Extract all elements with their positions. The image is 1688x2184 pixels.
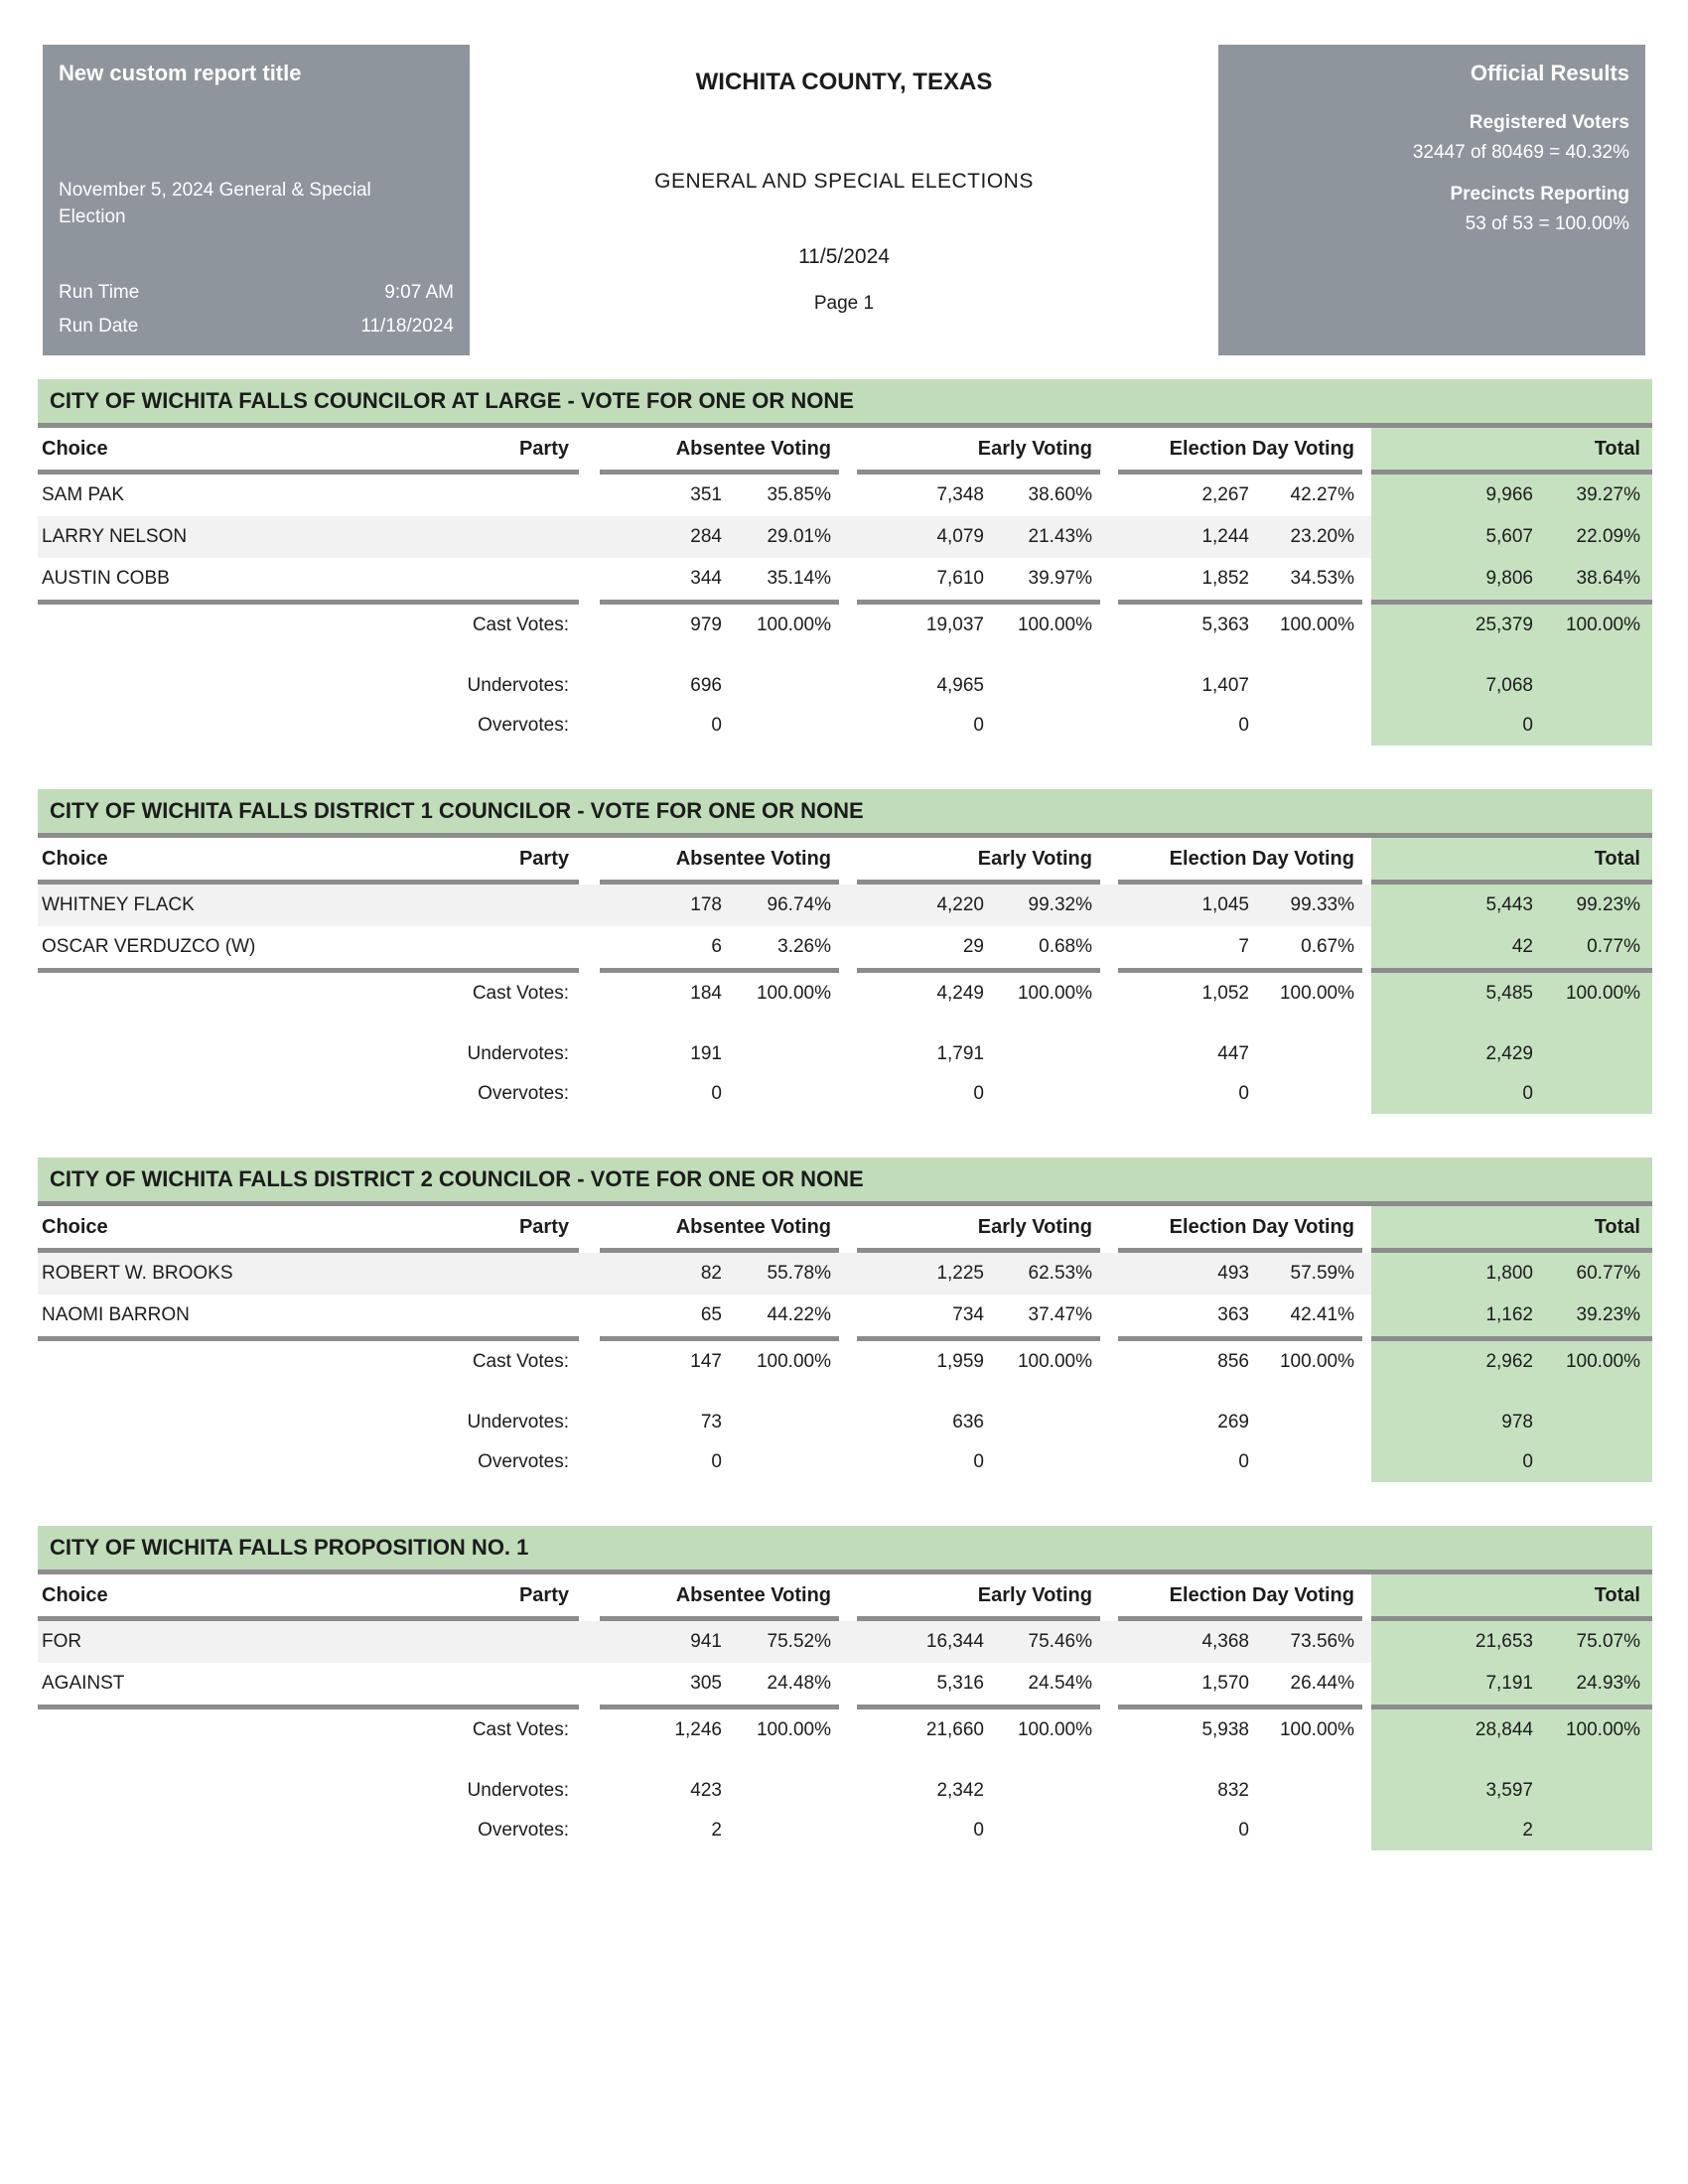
election-day-votes: 269	[1217, 1412, 1249, 1433]
election-day-votes: 7	[1238, 936, 1249, 957]
choice-name: AUSTIN COBB	[42, 568, 170, 589]
election-day-pct: 100.00%	[1279, 1351, 1354, 1372]
col-header-total: Total	[1594, 437, 1640, 460]
run-info	[59, 282, 454, 338]
contest-section-district-1	[38, 789, 1652, 1114]
undervotes-row	[38, 666, 1652, 706]
early-votes: 21,660	[925, 1719, 984, 1740]
early-votes: 5,316	[936, 1673, 984, 1694]
total-pct: 99.23%	[1576, 894, 1640, 915]
col-header-early: Early Voting	[977, 437, 1092, 460]
election-day-votes: 1,244	[1201, 526, 1249, 547]
election-day-pct: 100.00%	[1279, 1719, 1354, 1740]
cast-votes-label: Cast Votes:	[472, 614, 569, 635]
total-pct: 100.00%	[1565, 1351, 1640, 1372]
early-votes: 0	[973, 1451, 984, 1472]
absentee-pct: 24.48%	[767, 1673, 831, 1694]
candidate-row	[38, 1295, 1652, 1336]
absentee-votes: 6	[711, 936, 722, 957]
total-pct: 100.00%	[1565, 983, 1640, 1004]
election-day-votes: 856	[1217, 1351, 1249, 1372]
col-header-choice: Choice	[42, 1215, 108, 1238]
overvotes-row	[38, 1811, 1652, 1850]
early-votes: 4,249	[936, 983, 984, 1004]
cast-votes-row	[38, 1709, 1652, 1751]
early-pct: 38.60%	[1028, 484, 1092, 505]
early-votes: 19,037	[925, 614, 984, 635]
election-day-votes: 5,363	[1201, 614, 1249, 635]
absentee-votes: 305	[690, 1673, 722, 1694]
absentee-pct: 35.14%	[767, 568, 831, 589]
contest-title: CITY OF WICHITA FALLS COUNCILOR AT LARGE - VOTE FOR ONE OR NONE	[50, 388, 854, 413]
overvotes-row	[38, 1442, 1652, 1482]
election-day-votes: 2,267	[1201, 484, 1249, 505]
total-votes: 25,379	[1475, 614, 1533, 635]
absentee-pct: 55.78%	[767, 1263, 831, 1284]
contest-title: CITY OF WICHITA FALLS DISTRICT 2 COUNCILOR - VOTE FOR ONE OR NONE	[50, 1166, 864, 1191]
total-votes: 5,443	[1485, 894, 1533, 915]
results-table	[38, 1206, 1652, 1482]
total-votes: 2,962	[1485, 1351, 1533, 1372]
candidate-row	[38, 1253, 1652, 1295]
report-info-box	[43, 45, 470, 355]
early-votes: 0	[973, 715, 984, 736]
election-day-votes: 4,368	[1201, 1631, 1249, 1652]
election-day-pct: 26.44%	[1290, 1673, 1354, 1694]
total-votes: 9,806	[1485, 568, 1533, 589]
absentee-pct: 35.85%	[767, 484, 831, 505]
overvotes-label: Overvotes:	[478, 1451, 569, 1472]
election-day-pct: 42.27%	[1290, 484, 1354, 505]
contest-section-district-2	[38, 1158, 1652, 1482]
early-votes: 7,348	[936, 484, 984, 505]
col-header-choice: Choice	[42, 1583, 108, 1606]
col-header-party: Party	[518, 1583, 569, 1606]
early-votes: 636	[952, 1412, 984, 1433]
col-header-early: Early Voting	[977, 1583, 1092, 1606]
absentee-pct: 100.00%	[756, 1719, 831, 1740]
spacer	[38, 1015, 1652, 1034]
undervotes-row	[38, 1034, 1652, 1074]
contest-section-councilor-at-large	[38, 379, 1652, 746]
election-day-votes: 0	[1238, 715, 1249, 736]
col-header-absentee: Absentee Voting	[675, 1215, 831, 1238]
cast-votes-row	[38, 1341, 1652, 1383]
report-header	[0, 45, 1688, 355]
undervotes-label: Undervotes:	[467, 1412, 569, 1433]
election-day-pct: 42.41%	[1290, 1304, 1354, 1325]
contest-title: CITY OF WICHITA FALLS PROPOSITION NO. 1	[50, 1535, 529, 1560]
overvotes-label: Overvotes:	[478, 1083, 569, 1104]
absentee-votes: 147	[690, 1351, 722, 1372]
total-votes: 7,191	[1485, 1673, 1533, 1694]
early-votes: 29	[962, 936, 984, 957]
total-votes: 5,485	[1485, 983, 1533, 1004]
registered-voters-label: Registered Voters	[1469, 112, 1629, 133]
col-header-election-day: Election Day Voting	[1169, 1215, 1354, 1238]
early-votes: 4,965	[936, 675, 984, 696]
col-header-choice: Choice	[42, 437, 108, 460]
col-header-absentee: Absentee Voting	[675, 1583, 831, 1606]
early-pct: 0.68%	[1039, 936, 1092, 957]
absentee-pct: 44.22%	[767, 1304, 831, 1325]
absentee-pct: 3.26%	[777, 936, 831, 957]
total-votes: 2,429	[1485, 1043, 1533, 1064]
absentee-votes: 941	[690, 1631, 722, 1652]
total-votes: 0	[1522, 1451, 1533, 1472]
absentee-votes: 178	[690, 894, 722, 915]
overvotes-label: Overvotes:	[478, 1820, 569, 1841]
absentee-votes: 73	[700, 1412, 722, 1433]
election-day-votes: 1,052	[1201, 983, 1249, 1004]
precincts-reporting-label: Precincts Reporting	[1450, 184, 1629, 205]
cast-votes-label: Cast Votes:	[472, 1719, 569, 1740]
spacer	[38, 646, 1652, 666]
choice-name: SAM PAK	[42, 484, 125, 505]
total-pct: 24.93%	[1576, 1673, 1640, 1694]
early-pct: 100.00%	[1017, 1719, 1092, 1740]
early-votes: 1,959	[936, 1351, 984, 1372]
absentee-votes: 82	[700, 1263, 722, 1284]
election-day-pct: 34.53%	[1290, 568, 1354, 589]
absentee-votes: 423	[690, 1780, 722, 1801]
total-votes: 5,607	[1485, 526, 1533, 547]
absentee-votes: 979	[690, 614, 722, 635]
col-header-election-day: Election Day Voting	[1169, 1583, 1354, 1606]
early-votes: 4,079	[936, 526, 984, 547]
candidate-row	[38, 516, 1652, 558]
absentee-votes: 0	[711, 715, 722, 736]
early-votes: 734	[952, 1304, 984, 1325]
choice-name: WHITNEY FLACK	[42, 894, 195, 915]
early-pct: 21.43%	[1028, 526, 1092, 547]
absentee-votes: 0	[711, 1451, 722, 1472]
candidate-row	[38, 885, 1652, 926]
early-pct: 100.00%	[1017, 983, 1092, 1004]
election-type: GENERAL AND SPECIAL ELECTIONS	[654, 170, 1034, 193]
election-day-votes: 1,570	[1201, 1673, 1249, 1694]
official-results-box	[1218, 45, 1645, 355]
absentee-votes: 344	[690, 568, 722, 589]
col-header-total: Total	[1594, 847, 1640, 870]
early-pct: 39.97%	[1028, 568, 1092, 589]
early-votes: 2,342	[936, 1780, 984, 1801]
election-day-votes: 493	[1217, 1263, 1249, 1284]
undervotes-row	[38, 1771, 1652, 1811]
choice-name: ROBERT W. BROOKS	[42, 1263, 233, 1284]
total-pct: 100.00%	[1565, 614, 1640, 635]
election-day-votes: 1,045	[1201, 894, 1249, 915]
overvotes-row	[38, 1074, 1652, 1114]
absentee-pct: 100.00%	[756, 614, 831, 635]
election-day-pct: 100.00%	[1279, 614, 1354, 635]
choice-row	[38, 1621, 1652, 1663]
contest-section-proposition-1	[38, 1526, 1652, 1850]
cast-votes-label: Cast Votes:	[472, 983, 569, 1004]
official-results-title: Official Results	[1470, 61, 1629, 85]
absentee-votes: 184	[690, 983, 722, 1004]
absentee-pct: 96.74%	[767, 894, 831, 915]
total-votes: 42	[1511, 936, 1533, 957]
total-votes: 3,597	[1485, 1780, 1533, 1801]
total-votes: 0	[1522, 715, 1533, 736]
early-votes: 0	[973, 1820, 984, 1841]
table-header-row	[38, 428, 1652, 470]
col-header-total: Total	[1594, 1215, 1640, 1238]
candidate-row	[38, 926, 1652, 968]
precincts-reporting-value: 53 of 53 = 100.00%	[1465, 213, 1629, 234]
col-header-early: Early Voting	[977, 1215, 1092, 1238]
table-header-row	[38, 1206, 1652, 1248]
total-votes: 1,800	[1485, 1263, 1533, 1284]
col-header-party: Party	[518, 847, 569, 870]
spacer	[38, 1751, 1652, 1771]
cast-votes-label: Cast Votes:	[472, 1351, 569, 1372]
cast-votes-row	[38, 605, 1652, 646]
results-table	[38, 838, 1652, 1114]
early-pct: 62.53%	[1028, 1263, 1092, 1284]
contest-title-banner	[38, 379, 1652, 423]
overvotes-row	[38, 706, 1652, 746]
total-pct: 75.07%	[1576, 1631, 1640, 1652]
early-votes: 7,610	[936, 568, 984, 589]
absentee-votes: 284	[690, 526, 722, 547]
total-pct: 60.77%	[1576, 1263, 1640, 1284]
early-votes: 4,220	[936, 894, 984, 915]
total-votes: 7,068	[1485, 675, 1533, 696]
page-number: Page 1	[813, 293, 875, 314]
absentee-votes: 0	[711, 1083, 722, 1104]
col-header-absentee: Absentee Voting	[675, 847, 831, 870]
election-day-votes: 1,407	[1201, 675, 1249, 696]
col-header-total: Total	[1594, 1583, 1640, 1606]
early-pct: 37.47%	[1028, 1304, 1092, 1325]
undervotes-label: Undervotes:	[467, 1780, 569, 1801]
absentee-votes: 696	[690, 675, 722, 696]
choice-name: NAOMI BARRON	[42, 1304, 190, 1325]
run-date-row	[59, 316, 454, 338]
total-pct: 38.64%	[1576, 568, 1640, 589]
early-pct: 24.54%	[1028, 1673, 1092, 1694]
election-day-votes: 5,938	[1201, 1719, 1249, 1740]
choice-name: LARRY NELSON	[42, 526, 188, 547]
total-votes: 28,844	[1475, 1719, 1533, 1740]
undervotes-label: Undervotes:	[467, 675, 569, 696]
total-votes: 1,162	[1485, 1304, 1533, 1325]
election-day-pct: 0.67%	[1301, 936, 1354, 957]
run-date-value: 11/18/2024	[360, 316, 454, 337]
absentee-votes: 351	[690, 484, 722, 505]
choice-name: FOR	[42, 1631, 82, 1652]
election-day-pct: 23.20%	[1290, 526, 1354, 547]
col-header-absentee: Absentee Voting	[675, 437, 831, 460]
absentee-votes: 2	[711, 1820, 722, 1841]
absentee-votes: 191	[690, 1043, 722, 1064]
choice-name: OSCAR VERDUZCO (W)	[42, 936, 256, 957]
election-date: 11/5/2024	[798, 245, 890, 268]
election-day-pct: 99.33%	[1290, 894, 1354, 915]
election-day-pct: 73.56%	[1290, 1631, 1354, 1652]
election-day-votes: 447	[1217, 1043, 1249, 1064]
header-center	[470, 45, 1218, 355]
election-day-votes: 0	[1238, 1820, 1249, 1841]
table-header-row	[38, 1574, 1652, 1616]
overvotes-label: Overvotes:	[478, 715, 569, 736]
report-title: New custom report title	[59, 61, 302, 85]
county-title: WICHITA COUNTY, TEXAS	[695, 68, 993, 95]
election-day-votes: 0	[1238, 1083, 1249, 1104]
results-table	[38, 1574, 1652, 1850]
candidate-row	[38, 558, 1652, 600]
early-votes: 1,791	[936, 1043, 984, 1064]
total-pct: 0.77%	[1587, 936, 1640, 957]
total-pct: 39.23%	[1576, 1304, 1640, 1325]
undervotes-label: Undervotes:	[467, 1043, 569, 1064]
total-votes: 978	[1501, 1412, 1533, 1433]
election-day-pct: 57.59%	[1290, 1263, 1354, 1284]
total-pct: 22.09%	[1576, 526, 1640, 547]
results-table	[38, 428, 1652, 746]
election-day-votes: 363	[1217, 1304, 1249, 1325]
early-pct: 100.00%	[1017, 614, 1092, 635]
total-votes: 21,653	[1475, 1631, 1533, 1652]
early-pct: 99.32%	[1028, 894, 1092, 915]
absentee-pct: 100.00%	[756, 983, 831, 1004]
early-votes: 0	[973, 1083, 984, 1104]
election-day-votes: 1,852	[1201, 568, 1249, 589]
total-votes: 9,966	[1485, 484, 1533, 505]
early-pct: 75.46%	[1028, 1631, 1092, 1652]
cast-votes-row	[38, 973, 1652, 1015]
absentee-votes: 65	[700, 1304, 722, 1325]
candidate-row	[38, 475, 1652, 516]
choice-row	[38, 1663, 1652, 1705]
run-time-row	[59, 282, 454, 304]
early-pct: 100.00%	[1017, 1351, 1092, 1372]
total-pct: 100.00%	[1565, 1719, 1640, 1740]
col-header-early: Early Voting	[977, 847, 1092, 870]
absentee-pct: 75.52%	[767, 1631, 831, 1652]
total-votes: 0	[1522, 1083, 1533, 1104]
total-pct: 39.27%	[1576, 484, 1640, 505]
table-header-row	[38, 838, 1652, 880]
election-day-votes: 832	[1217, 1780, 1249, 1801]
col-header-election-day: Election Day Voting	[1169, 847, 1354, 870]
contest-title-banner	[38, 1526, 1652, 1570]
run-time-label: Run Time	[59, 282, 140, 303]
col-header-party: Party	[518, 437, 569, 460]
choice-name: AGAINST	[42, 1673, 125, 1694]
col-header-choice: Choice	[42, 847, 108, 870]
run-time-value: 9:07 AM	[384, 282, 454, 303]
spacer	[38, 1383, 1652, 1403]
total-votes: 2	[1522, 1820, 1533, 1841]
col-header-party: Party	[518, 1215, 569, 1238]
contest-title-banner	[38, 1158, 1652, 1201]
absentee-pct: 100.00%	[756, 1351, 831, 1372]
absentee-votes: 1,246	[674, 1719, 722, 1740]
early-votes: 16,344	[925, 1631, 984, 1652]
col-header-election-day: Election Day Voting	[1169, 437, 1354, 460]
election-day-votes: 0	[1238, 1451, 1249, 1472]
contest-title-banner	[38, 789, 1652, 833]
registered-voters-value: 32447 of 80469 = 40.32%	[1412, 142, 1629, 163]
absentee-pct: 29.01%	[767, 526, 831, 547]
election-name: November 5, 2024 General & Special Election	[59, 180, 371, 227]
early-votes: 1,225	[936, 1263, 984, 1284]
undervotes-row	[38, 1403, 1652, 1442]
run-date-label: Run Date	[59, 316, 139, 337]
contest-title: CITY OF WICHITA FALLS DISTRICT 1 COUNCILOR - VOTE FOR ONE OR NONE	[50, 798, 864, 823]
election-day-pct: 100.00%	[1279, 983, 1354, 1004]
